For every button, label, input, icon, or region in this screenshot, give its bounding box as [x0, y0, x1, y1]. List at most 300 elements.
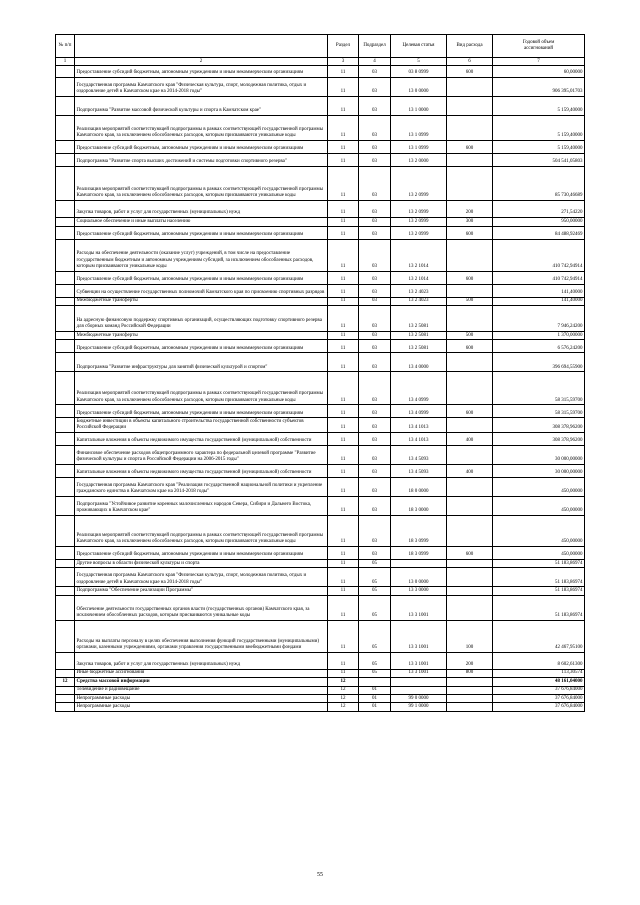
- cell-amount: 450,00000: [493, 477, 585, 496]
- cell-expense-type: 300: [447, 218, 493, 226]
- cell-target-article: 13 3 1001: [391, 652, 447, 669]
- cell-number: [56, 496, 75, 515]
- column-index: 1: [56, 58, 75, 66]
- cell-name: Закупка товаров, работ и услуг для государственных (муниципальных) нужд: [75, 652, 328, 669]
- cell-podrazdel: 05: [359, 595, 391, 620]
- table-row: [56, 587, 585, 595]
- cell-target-article: 13 2 4023: [391, 297, 447, 305]
- cell-podrazdel: 03: [359, 271, 391, 284]
- cell-razdel: 11: [328, 432, 359, 445]
- cell-target-article: 13 0 0000: [391, 568, 447, 587]
- cell-expense-type: [447, 694, 493, 702]
- table-row: [56, 141, 585, 154]
- table-header-row: [56, 35, 585, 58]
- cell-razdel: 11: [328, 116, 359, 141]
- cell-expense-type: 200: [447, 652, 493, 669]
- cell-number: [56, 97, 75, 116]
- cell-number: [56, 331, 75, 339]
- cell-podrazdel: 03: [359, 167, 391, 201]
- table-row: [56, 686, 585, 694]
- cell-name: Социальное обеспечение и иные выплаты населению: [75, 218, 328, 226]
- cell-expense-type: [447, 305, 493, 331]
- cell-target-article: 18 3 0000: [391, 496, 447, 515]
- table-row: [56, 445, 585, 464]
- cell-amount: 5 159,40000: [493, 116, 585, 141]
- cell-razdel: 12: [328, 694, 359, 702]
- cell-name: Непрограммные расходы: [75, 703, 328, 711]
- cell-number: [56, 226, 75, 239]
- cell-target-article: 13 2 0999: [391, 226, 447, 239]
- table-row: [56, 78, 585, 97]
- cell-expense-type: [447, 496, 493, 515]
- cell-number: [56, 694, 75, 702]
- cell-razdel: 11: [328, 154, 359, 167]
- cell-expense-type: [447, 418, 493, 433]
- cell-amount: 30 000,00000: [493, 464, 585, 477]
- cell-expense-type: [447, 154, 493, 167]
- cell-amount: 51 183,86974: [493, 559, 585, 567]
- cell-razdel: 12: [328, 678, 359, 686]
- cell-name: Предоставление субсидий бюджетным, автономным учреждениям и иным некоммерческим организациям: [75, 66, 328, 78]
- cell-target-article: 13 4 5093: [391, 464, 447, 477]
- cell-name: Реализация мероприятий соответствующей подпрограммы в рамках соответствующей государственной программы Камчатского края, за исключением обособленных расходов, которым присваиваются уникальные коды: [75, 372, 328, 405]
- page-number: 55: [317, 872, 323, 878]
- table-row: [56, 620, 585, 652]
- cell-amount: 84 488,92469: [493, 226, 585, 239]
- table-row: [56, 496, 585, 515]
- cell-expense-type: [447, 568, 493, 587]
- cell-podrazdel: 03: [359, 218, 391, 226]
- table-row: [56, 418, 585, 433]
- cell-razdel: 11: [328, 305, 359, 331]
- cell-amount: 450,00000: [493, 515, 585, 546]
- cell-amount: 51 183,86974: [493, 587, 585, 595]
- cell-razdel: 11: [328, 445, 359, 464]
- cell-amount: 410 742,94914: [493, 271, 585, 284]
- cell-name: Расходы на выплаты персоналу в целях обеспечения выполнения функций государственными (муниципальными) органами, казенными учреждениями, органами управления государственными внебюджетными фондами: [75, 620, 328, 652]
- cell-podrazdel: 01: [359, 694, 391, 702]
- table-row: [56, 669, 585, 677]
- cell-target-article: 13 2 0999: [391, 218, 447, 226]
- cell-target-article: 13 2 0999: [391, 167, 447, 201]
- cell-target-article: 18 3 0999: [391, 515, 447, 546]
- cell-podrazdel: 03: [359, 546, 391, 559]
- cell-razdel: 11: [328, 97, 359, 116]
- header-amount-line1: Годовой объем: [522, 39, 555, 45]
- cell-target-article: 13 4 1013: [391, 432, 447, 445]
- cell-amount: 113,30574: [493, 669, 585, 677]
- table-row: [56, 340, 585, 353]
- cell-name: Средства массовой информации: [75, 678, 328, 686]
- cell-razdel: 11: [328, 66, 359, 78]
- table-row: [56, 546, 585, 559]
- cell-name: Реализация мероприятий соответствующей подпрограммы в рамках соответствующей государственной программы Камчатского края, за исключением обособленных расходов, которым присваиваются уникальные коды: [75, 515, 328, 546]
- cell-podrazdel: 03: [359, 66, 391, 78]
- table-row: [56, 97, 585, 116]
- cell-razdel: 12: [328, 686, 359, 694]
- cell-expense-type: [447, 97, 493, 116]
- cell-podrazdel: 03: [359, 340, 391, 353]
- table-row: [56, 678, 585, 686]
- cell-name: Предоставление субсидий бюджетным, автономным учреждениям и иным некоммерческим организациям: [75, 340, 328, 353]
- cell-number: [56, 418, 75, 433]
- cell-name: Предоставление субсидий бюджетным, автономным учреждениям и иным некоммерческим организациям: [75, 405, 328, 418]
- cell-expense-type: [447, 239, 493, 271]
- cell-razdel: 11: [328, 218, 359, 226]
- cell-podrazdel: 03: [359, 284, 391, 297]
- cell-razdel: 11: [328, 239, 359, 271]
- cell-expense-type: [447, 703, 493, 711]
- column-index: 6: [447, 58, 493, 66]
- cell-expense-type: [447, 559, 493, 567]
- cell-podrazdel: 03: [359, 226, 391, 239]
- cell-number: [56, 587, 75, 595]
- column-index: 3: [328, 58, 359, 66]
- table-row: [56, 226, 585, 239]
- cell-target-article: [391, 686, 447, 694]
- cell-podrazdel: 03: [359, 305, 391, 331]
- cell-number: [56, 515, 75, 546]
- cell-number: [56, 66, 75, 78]
- cell-number: [56, 141, 75, 154]
- cell-razdel: 11: [328, 284, 359, 297]
- cell-expense-type: [447, 372, 493, 405]
- cell-razdel: 11: [328, 201, 359, 218]
- cell-number: [56, 595, 75, 620]
- cell-amount: 58 315,59700: [493, 405, 585, 418]
- cell-podrazdel: 03: [359, 297, 391, 305]
- cell-name: Телевидение и радиовещание: [75, 686, 328, 694]
- cell-podrazdel: 03: [359, 116, 391, 141]
- cell-razdel: 12: [328, 703, 359, 711]
- cell-expense-type: 800: [447, 669, 493, 677]
- cell-podrazdel: 03: [359, 154, 391, 167]
- cell-name: Реализация мероприятий соответствующей подпрограммы в рамках соответствующей государственной программы Камчатского края, за исключением обособленных расходов, которым присваиваются уникальные коды: [75, 167, 328, 201]
- cell-razdel: 11: [328, 340, 359, 353]
- cell-number: [56, 686, 75, 694]
- cell-target-article: 13 3 0000: [391, 587, 447, 595]
- cell-amount: 450,00000: [493, 546, 585, 559]
- cell-number: [56, 353, 75, 372]
- cell-number: [56, 239, 75, 271]
- cell-amount: 950,00000: [493, 218, 585, 226]
- cell-amount: 85 730,46689: [493, 167, 585, 201]
- cell-number: [56, 559, 75, 567]
- column-index: 7: [493, 58, 585, 66]
- cell-razdel: 11: [328, 226, 359, 239]
- cell-razdel: 11: [328, 141, 359, 154]
- cell-razdel: 11: [328, 353, 359, 372]
- cell-razdel: 11: [328, 418, 359, 433]
- header-podrazdel: Подраздел: [359, 35, 391, 58]
- cell-expense-type: [447, 587, 493, 595]
- cell-expense-type: [447, 477, 493, 496]
- cell-expense-type: 400: [447, 464, 493, 477]
- cell-podrazdel: 03: [359, 239, 391, 271]
- cell-number: [56, 271, 75, 284]
- cell-razdel: 11: [328, 477, 359, 496]
- cell-podrazdel: 05: [359, 669, 391, 677]
- cell-target-article: 13 2 1014: [391, 271, 447, 284]
- cell-number: [56, 568, 75, 587]
- table-row: [56, 284, 585, 297]
- cell-target-article: 18 0 0000: [391, 477, 447, 496]
- cell-podrazdel: 05: [359, 568, 391, 587]
- table-row: [56, 66, 585, 78]
- cell-razdel: 11: [328, 331, 359, 339]
- header-name: [75, 35, 328, 58]
- cell-razdel: 11: [328, 297, 359, 305]
- cell-razdel: 11: [328, 546, 359, 559]
- table-row: [56, 353, 585, 372]
- cell-name: Предоставление субсидий бюджетным, автономным учреждениям и иным некоммерческим организациям: [75, 141, 328, 154]
- cell-podrazdel: 03: [359, 464, 391, 477]
- table-row: [56, 372, 585, 405]
- cell-expense-type: [447, 78, 493, 97]
- cell-podrazdel: 03: [359, 405, 391, 418]
- cell-amount: 906 395,01703: [493, 78, 585, 97]
- cell-target-article: 13 4 0999: [391, 372, 447, 405]
- cell-amount: 1 370,00000: [493, 331, 585, 339]
- cell-name: Подпрограмма "Устойчивое развитие коренных малочисленных народов Севера, Сибири и Дальнего Востока, проживающих в Камчатском крае": [75, 496, 328, 515]
- cell-expense-type: 200: [447, 201, 493, 218]
- cell-name: Государственная программа Камчатского края "Физическая культура, спорт, молодежная политика, отдых и оздоровление детей в Камчатском крае на 2014-2018 годы": [75, 568, 328, 587]
- table-row: [56, 331, 585, 339]
- cell-number: [56, 78, 75, 97]
- cell-podrazdel: [359, 678, 391, 686]
- cell-amount: 396 694,55900: [493, 353, 585, 372]
- cell-amount: 141,40000: [493, 284, 585, 297]
- cell-number: [56, 218, 75, 226]
- cell-name: Подпрограмма "Развитие спорта высших достижений и системы подготовки спортивного резерва": [75, 154, 328, 167]
- table-row: [56, 218, 585, 226]
- cell-podrazdel: 03: [359, 372, 391, 405]
- header-annual-amount: [493, 35, 585, 58]
- cell-podrazdel: 05: [359, 559, 391, 567]
- budget-allocation-table: [55, 34, 585, 712]
- cell-amount: 410 742,94914: [493, 239, 585, 271]
- cell-target-article: 13 4 0999: [391, 405, 447, 418]
- cell-number: [56, 652, 75, 669]
- cell-amount: 504 541,05803: [493, 154, 585, 167]
- column-index: 4: [359, 58, 391, 66]
- cell-expense-type: [447, 686, 493, 694]
- cell-podrazdel: 03: [359, 331, 391, 339]
- cell-razdel: 11: [328, 405, 359, 418]
- cell-expense-type: [447, 678, 493, 686]
- cell-expense-type: [447, 515, 493, 546]
- cell-podrazdel: 01: [359, 686, 391, 694]
- cell-target-article: 18 3 0999: [391, 546, 447, 559]
- cell-name: Обеспечение деятельности государственных органов власти (государственных органов) Камчатского края, за исключением обособленных расходов, которым присваиваются уникальные коды: [75, 595, 328, 620]
- cell-name: Капитальные вложения в объекты недвижимого имущества государственной (муниципальной) собственности: [75, 432, 328, 445]
- table-row: [56, 694, 585, 702]
- cell-amount: 5 159,40000: [493, 97, 585, 116]
- cell-expense-type: [447, 167, 493, 201]
- cell-target-article: 03 8 0999: [391, 66, 447, 78]
- cell-expense-type: 600: [447, 141, 493, 154]
- cell-target-article: 13 1 0000: [391, 97, 447, 116]
- header-expense-type: Вид расхода: [447, 35, 493, 58]
- cell-amount: 450,00000: [493, 496, 585, 515]
- table-row: [56, 568, 585, 587]
- header-target-article: Целевая статья: [391, 35, 447, 58]
- cell-name: Межбюджетные трансферты: [75, 297, 328, 305]
- cell-name: Государственная программа Камчатского края "Физическая культура, спорт, молодежная политика, отдых и оздоровление детей в Камчатском крае на 2014-2018 годы": [75, 78, 328, 97]
- cell-podrazdel: 03: [359, 445, 391, 464]
- cell-target-article: [391, 678, 447, 686]
- cell-number: [56, 167, 75, 201]
- cell-target-article: [391, 559, 447, 567]
- cell-target-article: 99 0 0000: [391, 694, 447, 702]
- cell-podrazdel: 01: [359, 703, 391, 711]
- table-row: [56, 405, 585, 418]
- cell-number: [56, 305, 75, 331]
- cell-podrazdel: 05: [359, 587, 391, 595]
- cell-number: 12: [56, 678, 75, 686]
- table-row: [56, 595, 585, 620]
- cell-target-article: 13 3 1001: [391, 669, 447, 677]
- cell-expense-type: 500: [447, 331, 493, 339]
- cell-expense-type: [447, 353, 493, 372]
- cell-number: [56, 432, 75, 445]
- cell-name: Субвенции на осуществление государственных полномочий Камчатского края по присвоению спортивных разрядов: [75, 284, 328, 297]
- table-row: [56, 515, 585, 546]
- cell-podrazdel: 03: [359, 515, 391, 546]
- cell-name: Подпрограмма "Развитие массовой физической культуры и спорта в Камчатском крае": [75, 97, 328, 116]
- cell-podrazdel: 03: [359, 201, 391, 218]
- cell-razdel: 11: [328, 496, 359, 515]
- cell-podrazdel: 05: [359, 652, 391, 669]
- cell-name: Межбюджетные трансферты: [75, 331, 328, 339]
- budget-table-sheet: [55, 34, 584, 712]
- cell-amount: 5 159,40000: [493, 141, 585, 154]
- cell-expense-type: 600: [447, 405, 493, 418]
- cell-target-article: 13 2 0000: [391, 154, 447, 167]
- cell-podrazdel: 05: [359, 620, 391, 652]
- cell-target-article: 13 1 0999: [391, 141, 447, 154]
- cell-amount: 37 676,84000: [493, 694, 585, 702]
- cell-name: Другие вопросы в области физической культуры и спорта: [75, 559, 328, 567]
- cell-razdel: 11: [328, 271, 359, 284]
- column-index: 2: [75, 58, 328, 66]
- cell-number: [56, 546, 75, 559]
- cell-target-article: 13 1 0999: [391, 116, 447, 141]
- cell-target-article: 13 2 5081: [391, 340, 447, 353]
- cell-podrazdel: 03: [359, 97, 391, 116]
- cell-name: Предоставление субсидий бюджетным, автономным учреждениям и иным некоммерческим организациям: [75, 271, 328, 284]
- cell-name: Непрограммные расходы: [75, 694, 328, 702]
- cell-amount: 7 946,24200: [493, 305, 585, 331]
- cell-podrazdel: 03: [359, 78, 391, 97]
- cell-name: Бюджетные инвестиции в объекты капитального строительства государственной собственности субъектов Российской Федерации: [75, 418, 328, 433]
- cell-target-article: 13 4 0000: [391, 353, 447, 372]
- header-number: № п/п: [56, 35, 75, 58]
- header-amount-line2: ассигнований: [523, 46, 554, 51]
- cell-razdel: 11: [328, 587, 359, 595]
- cell-expense-type: [447, 116, 493, 141]
- cell-podrazdel: 03: [359, 496, 391, 515]
- cell-expense-type: 600: [447, 546, 493, 559]
- cell-expense-type: [447, 284, 493, 297]
- table-row: [56, 297, 585, 305]
- cell-razdel: 11: [328, 595, 359, 620]
- cell-number: [56, 154, 75, 167]
- cell-podrazdel: 03: [359, 353, 391, 372]
- cell-number: [56, 669, 75, 677]
- table-row: [56, 116, 585, 141]
- cell-razdel: 11: [328, 652, 359, 669]
- cell-podrazdel: 03: [359, 418, 391, 433]
- table-row: [56, 652, 585, 669]
- cell-number: [56, 340, 75, 353]
- cell-target-article: 13 4 5093: [391, 445, 447, 464]
- cell-name: На адресную финансовую поддержку спортивных организаций, осуществляющих подготовку спортивного резерва для сборных команд Российской Федерации: [75, 305, 328, 331]
- cell-podrazdel: 03: [359, 432, 391, 445]
- cell-amount: 51 183,86974: [493, 568, 585, 587]
- cell-name: Финансовое обеспечение расходов общепрограммного характера по федеральной целевой программе "Развитие физической культуры и спорта в Российской Федерации на 2006-2015 годы": [75, 445, 328, 464]
- table-row: [56, 703, 585, 711]
- cell-number: [56, 116, 75, 141]
- cell-target-article: 13 4 1013: [391, 418, 447, 433]
- cell-razdel: 11: [328, 78, 359, 97]
- cell-name: Государственная программа Камчатского края "Реализация государственной национальной политики и укрепление гражданского единства в Камчатском крае на 2014-2018 годы": [75, 477, 328, 496]
- cell-expense-type: 100: [447, 620, 493, 652]
- cell-target-article: 13 2 0999: [391, 201, 447, 218]
- cell-razdel: 11: [328, 167, 359, 201]
- cell-expense-type: 400: [447, 432, 493, 445]
- table-body: [56, 66, 585, 712]
- cell-target-article: 13 2 4023: [391, 284, 447, 297]
- table-row: [56, 239, 585, 271]
- table-row: [56, 201, 585, 218]
- cell-name: Предоставление субсидий бюджетным, автономным учреждениям и иным некоммерческим организациям: [75, 226, 328, 239]
- cell-expense-type: 600: [447, 226, 493, 239]
- cell-razdel: 11: [328, 464, 359, 477]
- cell-expense-type: 600: [447, 66, 493, 78]
- table-row: [56, 305, 585, 331]
- table-row: [56, 559, 585, 567]
- cell-amount: 141,40000: [493, 297, 585, 305]
- cell-razdel: 11: [328, 559, 359, 567]
- cell-amount: 30 000,00000: [493, 445, 585, 464]
- cell-target-article: 13 2 5081: [391, 331, 447, 339]
- cell-razdel: 11: [328, 568, 359, 587]
- cell-target-article: 13 0 0000: [391, 78, 447, 97]
- table-row: [56, 464, 585, 477]
- cell-expense-type: [447, 445, 493, 464]
- cell-amount: 42 467,95100: [493, 620, 585, 652]
- cell-name: Предоставление субсидий бюджетным, автономным учреждениям и иным некоммерческим организациям: [75, 546, 328, 559]
- header-razdel: Раздел: [328, 35, 359, 58]
- cell-razdel: 11: [328, 620, 359, 652]
- cell-amount: 271,54220: [493, 201, 585, 218]
- table-row: [56, 154, 585, 167]
- cell-number: [56, 477, 75, 496]
- cell-amount: 308 378,96200: [493, 418, 585, 433]
- cell-amount: 60,00000: [493, 66, 585, 78]
- cell-number: [56, 201, 75, 218]
- cell-number: [56, 297, 75, 305]
- cell-target-article: 13 3 1001: [391, 595, 447, 620]
- cell-amount: 37 676,84000: [493, 703, 585, 711]
- cell-name: Реализация мероприятий соответствующей подпрограммы в рамках соответствующей государственной программы Камчатского края, за исключением обособленных расходов, которым присваиваются уникальные коды: [75, 116, 328, 141]
- cell-target-article: 13 2 1014: [391, 239, 447, 271]
- table-row: [56, 167, 585, 201]
- cell-number: [56, 703, 75, 711]
- cell-amount: 6 576,24200: [493, 340, 585, 353]
- cell-name: Иные бюджетные ассигнования: [75, 669, 328, 677]
